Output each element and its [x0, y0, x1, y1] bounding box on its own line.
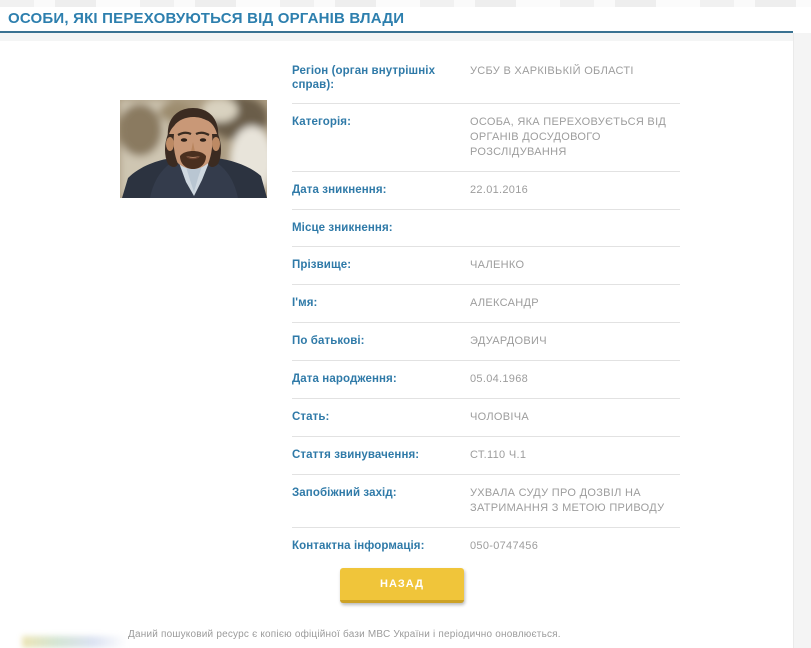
field-row-patronymic — [292, 323, 680, 361]
field-row-disappearance-date — [292, 172, 680, 210]
header-subband — [0, 33, 793, 41]
portrait-photo — [120, 100, 267, 198]
field-label: Контактна інформація: — [292, 540, 425, 552]
field-value: ЧОЛОВІЧА — [470, 411, 530, 423]
footer-decoration — [22, 636, 127, 648]
right-edge-strip — [793, 33, 811, 648]
field-label: Регіон (орган внутрішніх справ): — [292, 65, 436, 91]
field-row-region — [292, 42, 680, 104]
field-value: 22.01.2016 — [470, 184, 529, 196]
cropped-header-remnant — [0, 0, 811, 7]
field-value: 05.04.1968 — [470, 373, 529, 385]
field-value: УСБУ В ХАРКІВЬКІЙ ОБЛАСТІ — [470, 65, 634, 77]
field-label: Місце зникнення: — [292, 222, 393, 234]
field-label: Запобіжний захід: — [292, 487, 397, 499]
field-label: По батькові: — [292, 335, 365, 347]
field-label: Дата народження: — [292, 373, 397, 385]
field-row-preventive-measure — [292, 475, 680, 528]
field-value: АЛЕКСАНДР — [470, 297, 539, 309]
page-title: ОСОБИ, ЯКІ ПЕРЕХОВУЮТЬСЯ ВІД ОРГАНІВ ВЛАДИ — [8, 10, 405, 27]
field-label: Стаття звинувачення: — [292, 449, 420, 461]
field-value: 050-0747456 — [470, 540, 539, 552]
field-row-category — [292, 104, 680, 172]
back-button[interactable]: НАЗАД — [340, 568, 464, 603]
field-value: ЧАЛЕНКО — [470, 259, 525, 271]
field-value — [470, 221, 680, 235]
field-row-disappearance-place — [292, 210, 680, 247]
field-label: Дата зникнення: — [292, 184, 387, 196]
field-label: Стать: — [292, 411, 330, 423]
field-row-birthdate — [292, 361, 680, 399]
field-label: І'мя: — [292, 297, 318, 309]
field-row-surname — [292, 247, 680, 285]
field-row-sex — [292, 399, 680, 437]
portrait-photo-graphic — [120, 100, 267, 198]
field-value: УХВАЛА СУДУ ПРО ДОЗВІЛ НА ЗАТРИМАННЯ З МЕТОЮ ПРИВОДУ — [470, 487, 665, 514]
field-row-contact-info — [292, 528, 680, 565]
field-value: ОСОБА, ЯКА ПЕРЕХОВУЄТЬСЯ ВІД ОРГАНІВ ДОСУДОВОГО РОЗСЛІДУВАННЯ — [470, 116, 667, 158]
field-row-accusation-article — [292, 437, 680, 475]
page-header — [0, 7, 793, 33]
field-value: СТ.110 Ч.1 — [470, 449, 527, 461]
field-label: Категорія: — [292, 116, 352, 128]
field-label: Прізвище: — [292, 259, 352, 271]
field-row-firstname — [292, 285, 680, 323]
footer-note: Даний пошуковий ресурс є копією офіційної бази МВС України і періодично оновлюється. — [128, 629, 561, 640]
person-details — [292, 42, 680, 565]
field-value: ЭДУАРДОВИЧ — [470, 335, 547, 347]
